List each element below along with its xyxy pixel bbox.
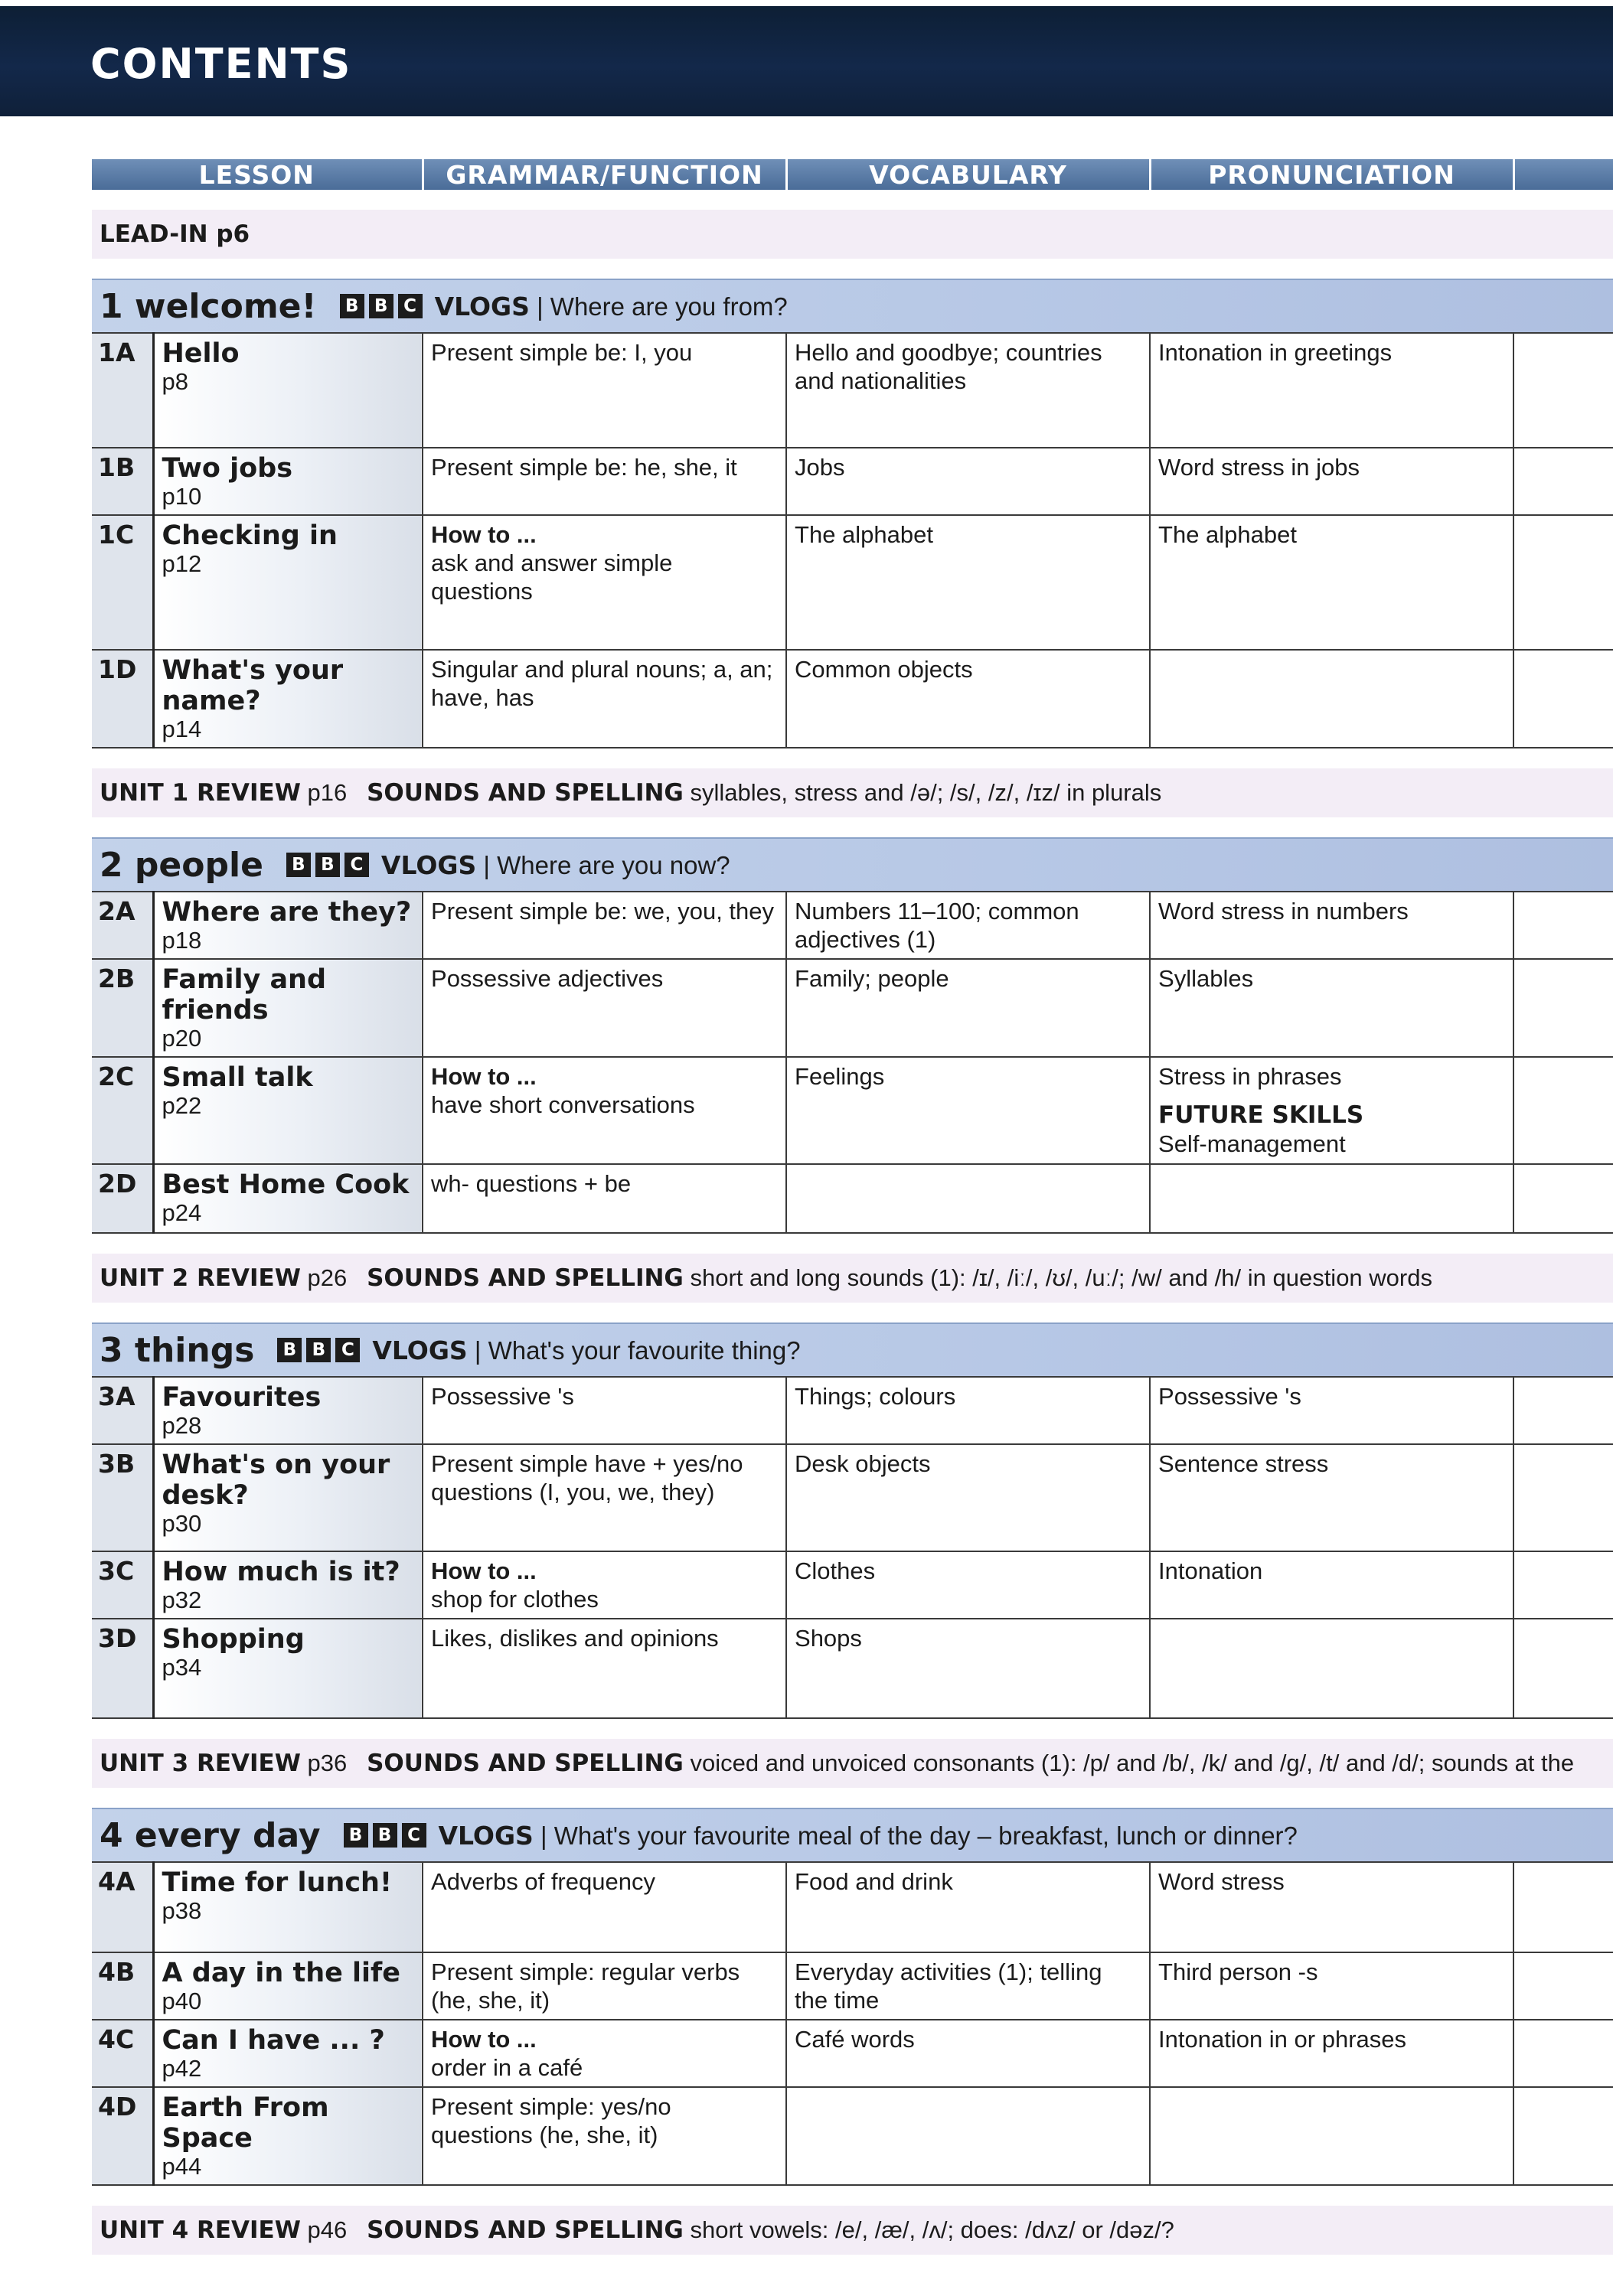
lesson-title: Hello [162,338,240,369]
lesson-page: p32 [162,1587,202,1613]
pronunciation-cell [1150,650,1513,748]
lesson-title: What's on your desk? [162,1450,390,1511]
vlogs-label: VLOGS [372,1335,468,1365]
bbc-logo-letter: B [344,1823,368,1848]
lesson-row [92,892,1613,959]
grammar-text: ask and answer simple questions [431,550,673,605]
pronunciation-text: Intonation [1158,1557,1263,1584]
review-label: UNIT 2 REVIEW [100,1264,301,1292]
vlogs-label: VLOGS [434,291,530,321]
unit-name: 3 things [100,1330,255,1370]
unit-name: 2 people [100,845,263,885]
bbc-logo-letter: B [306,1338,331,1362]
pronunciation-cell [1150,2087,1513,2185]
bbc-logo-letter: C [344,853,369,877]
vlogs-label: VLOGS [438,1820,534,1851]
pronunciation-cell [1150,1619,1513,1718]
lesson-row [92,2020,1613,2087]
extra-cell [1513,1164,1613,1233]
extra-cell [1513,1862,1613,1952]
lesson-code: 2B [92,959,153,1057]
extra-cell [1513,515,1613,650]
pronunciation-cell [1150,333,1513,448]
unit-header-row [92,1808,1613,1862]
lesson-page: p18 [162,927,202,954]
vlogs-caption [435,292,788,321]
grammar-text: Possessive 's [431,1383,574,1410]
sounds-and-spelling-text: voiced and unvoiced consonants (1): /p/ and /b/, /k/ and /g/, /t/ and /d/; sounds at the [690,1750,1575,1776]
grammar-text: Present simple be: he, she, it [431,454,737,481]
pronunciation-text: Intonation in or phrases [1158,2026,1407,2053]
spacer-row [92,1718,1613,1739]
pronunciation-text: Syllables [1158,965,1254,992]
pronunciation-text: The alphabet [1158,521,1297,548]
pronunciation-text: Possessive 's [1158,1383,1301,1410]
how-to-label: How to ... [431,2026,537,2053]
vocabulary-cell: The alphabet [786,515,1150,650]
vlogs-question: | Where are you now? [483,850,730,879]
pronunciation-cell [1150,1952,1513,2020]
bbc-logo-letter: B [286,853,311,877]
sounds-and-spelling-text: short and long sounds (1): /ɪ/, /iː/, /ʊ/, /uː/; /w/ and /h/ in question words [690,1264,1432,1291]
unit-header [92,1808,1613,1862]
grammar-cell [423,1862,786,1952]
review-label: UNIT 3 REVIEW [100,1750,301,1777]
column-header-extra [1513,159,1613,190]
lesson-cell [153,2087,423,2185]
pronunciation-cell [1150,1444,1513,1551]
lesson-cell [153,1862,423,1952]
lesson-page: p38 [162,1897,202,1924]
pronunciation-cell [1150,1862,1513,1952]
lesson-row [92,1952,1613,2020]
lesson-title: Checking in [162,520,338,551]
lesson-page: p34 [162,1654,202,1681]
unit-name: 4 every day [100,1815,321,1855]
extra-cell [1513,2020,1613,2087]
lesson-cell [153,1164,423,1233]
leadin-row [92,210,1613,259]
bbc-logo-letter: B [315,853,340,877]
lesson-code: 1C [92,515,153,650]
lesson-title: Best Home Cook [162,1169,410,1200]
unit-review-row [92,1254,1613,1303]
lesson-code: 4B [92,1952,153,2020]
unit-header [92,838,1613,892]
unit-review [92,1739,1613,1788]
lesson-row [92,2087,1613,2185]
column-header-grammar: GRAMMAR/FUNCTION [423,159,786,190]
grammar-text: wh- questions + be [431,1170,632,1197]
extra-cell [1513,1551,1613,1619]
lesson-page: p42 [162,2055,202,2082]
pronunciation-text: Word stress in numbers [1158,898,1409,925]
bbc-logo [277,1338,364,1362]
grammar-cell [423,2087,786,2185]
lesson-page: p10 [162,483,202,510]
unit-review [92,2206,1613,2255]
lesson-row [92,1164,1613,1233]
how-to-label: How to ... [431,1557,537,1584]
pronunciation-cell [1150,1164,1513,1233]
extra-cell [1513,1377,1613,1444]
pronunciation-cell [1150,1377,1513,1444]
lesson-code: 2D [92,1164,153,1233]
grammar-cell [423,515,786,650]
grammar-text: Adverbs of frequency [431,1868,655,1895]
lesson-cell [153,892,423,959]
grammar-cell [423,448,786,515]
lesson-cell [153,2020,423,2087]
vocabulary-cell: Shops [786,1619,1150,1718]
lesson-page: p24 [162,1199,202,1226]
lesson-code: 3C [92,1551,153,1619]
contents-table [92,159,1613,2275]
contents-table-wrap [92,159,1613,2275]
lesson-code: 3A [92,1377,153,1444]
lesson-cell [153,959,423,1057]
pronunciation-cell [1150,1057,1513,1164]
vocabulary-cell: Food and drink [786,1862,1150,1952]
grammar-text: shop for clothes [431,1586,599,1613]
lesson-cell [153,650,423,748]
spacer-row [92,2255,1613,2275]
leadin-label [92,210,1613,259]
pronunciation-cell [1150,959,1513,1057]
unit-review [92,1254,1613,1303]
extra-cell [1513,1952,1613,2020]
lesson-row [92,448,1613,515]
vocabulary-cell: Everyday activities (1); telling the time [786,1952,1150,2020]
lesson-row [92,1377,1613,1444]
vlogs-caption [372,1336,800,1365]
pronunciation-cell [1150,2020,1513,2087]
lesson-row [92,1551,1613,1619]
spacer-row [92,748,1613,768]
vocabulary-cell: Hello and goodbye; countries and nationalities [786,333,1150,448]
pronunciation-text: Word stress in jobs [1158,454,1360,481]
vocabulary-cell: Common objects [786,650,1150,748]
vocabulary-cell: Jobs [786,448,1150,515]
pronunciation-cell [1150,448,1513,515]
vocabulary-cell [786,1164,1150,1233]
pronunciation-cell [1150,515,1513,650]
grammar-cell [423,1377,786,1444]
pronunciation-text: Stress in phrases [1158,1063,1342,1090]
column-header-vocabulary: VOCABULARY [786,159,1150,190]
lesson-page: p12 [162,550,202,577]
lesson-row [92,1057,1613,1164]
grammar-text: Present simple: regular verbs (he, she, it) [431,1958,740,2014]
lesson-page: p30 [162,1510,202,1537]
lesson-title: Favourites [162,1382,322,1413]
lesson-cell [153,1619,423,1718]
sounds-and-spelling-label: SOUNDS AND SPELLING [367,2216,684,2244]
lesson-page: p44 [162,2153,202,2180]
vocabulary-cell: Café words [786,2020,1150,2087]
sounds-and-spelling-label: SOUNDS AND SPELLING [367,779,684,807]
lesson-cell [153,1444,423,1551]
lesson-title: Earth From Space [162,2092,329,2154]
lesson-row [92,1444,1613,1551]
lesson-title: Family and friends [162,964,327,1026]
lesson-code: 2A [92,892,153,959]
lesson-code: 2C [92,1057,153,1164]
lesson-page: p14 [162,716,202,742]
bbc-logo-letter: B [369,294,393,318]
lesson-row [92,333,1613,448]
pronunciation-cell [1150,892,1513,959]
extra-cell [1513,2087,1613,2185]
grammar-text: Present simple: yes/no questions (he, she, it) [431,2093,671,2148]
leadin-text: LEAD-IN p6 [100,220,250,248]
column-header-lesson: LESSON [92,159,423,190]
lesson-cell [153,1551,423,1619]
grammar-cell [423,1164,786,1233]
review-page: p16 [307,779,348,806]
lesson-cell [153,1377,423,1444]
how-to-label: How to ... [431,521,537,548]
column-header-row [92,159,1613,190]
unit-review-row [92,1739,1613,1788]
bbc-logo-letter: B [277,1338,302,1362]
lesson-row [92,1619,1613,1718]
unit-review-row [92,768,1613,817]
lesson-title: What's your name? [162,655,344,716]
vlogs-caption [439,1821,1298,1850]
header-bar [0,6,1613,116]
bbc-logo [286,853,374,877]
grammar-cell [423,959,786,1057]
unit-name: 1 welcome! [100,286,317,326]
lesson-title: Time for lunch! [162,1867,392,1898]
vlogs-label: VLOGS [380,850,477,880]
lesson-title: Shopping [162,1624,305,1655]
bbc-logo [340,294,427,318]
grammar-text: Likes, dislikes and opinions [431,1625,719,1652]
unit-header [92,1323,1613,1377]
vlogs-question: | What's your favourite thing? [474,1336,801,1365]
lesson-page: p28 [162,1412,202,1439]
lesson-title: Where are they? [162,897,412,928]
lesson-cell [153,515,423,650]
extra-cell [1513,892,1613,959]
vocabulary-cell: Clothes [786,1551,1150,1619]
lesson-cell [153,1952,423,2020]
lesson-page: p40 [162,1988,202,2014]
spacer-row [92,190,1613,210]
vlogs-question: | Where are you from? [537,292,788,321]
lesson-title: Can I have ... ? [162,2025,385,2056]
unit-header-row [92,1323,1613,1377]
lesson-title: Small talk [162,1062,313,1093]
pronunciation-cell [1150,1551,1513,1619]
how-to-label: How to ... [431,1063,537,1090]
spacer-row [92,1233,1613,1254]
future-skills-text: Self-management [1158,1130,1346,1157]
lesson-row [92,1862,1613,1952]
lesson-code: 4A [92,1862,153,1952]
unit-header [92,279,1613,333]
grammar-cell [423,333,786,448]
lesson-page: p22 [162,1092,202,1119]
lesson-code: 4C [92,2020,153,2087]
lesson-title: A day in the life [162,1958,400,1988]
spacer-row [92,2185,1613,2206]
spacer-row [92,1303,1613,1323]
extra-cell [1513,650,1613,748]
bbc-logo-letter: B [340,294,364,318]
lesson-cell [153,333,423,448]
grammar-text: have short conversations [431,1091,695,1118]
unit-header-row [92,838,1613,892]
spacer-row [92,1788,1613,1808]
contents-body [92,190,1613,2275]
spacer-row [92,817,1613,838]
lesson-code: 1D [92,650,153,748]
vocabulary-cell: Desk objects [786,1444,1150,1551]
bbc-logo [344,1823,431,1848]
grammar-cell [423,650,786,748]
bbc-logo-letter: C [335,1338,360,1362]
lesson-cell [153,448,423,515]
lesson-code: 1B [92,448,153,515]
grammar-cell [423,1057,786,1164]
vocabulary-cell: Family; people [786,959,1150,1057]
vocabulary-cell: Things; colours [786,1377,1150,1444]
lesson-page: p20 [162,1025,202,1052]
grammar-cell [423,1952,786,2020]
lesson-code: 3D [92,1619,153,1718]
sounds-and-spelling-text: syllables, stress and /ə/; /s/, /z/, /ɪz/ in plurals [690,779,1162,806]
sounds-and-spelling-label: SOUNDS AND SPELLING [367,1264,684,1292]
sounds-and-spelling-text: short vowels: /e/, /æ/, /ʌ/; does: /dʌz/ or /dəz/? [690,2216,1174,2243]
spacer-row [92,259,1613,279]
pronunciation-text: Word stress [1158,1868,1285,1895]
grammar-text: Possessive adjectives [431,965,664,992]
extra-cell [1513,1444,1613,1551]
lesson-page: p8 [162,368,188,395]
review-label: UNIT 1 REVIEW [100,779,301,807]
grammar-text: order in a café [431,2054,583,2081]
extra-cell [1513,959,1613,1057]
extra-cell [1513,333,1613,448]
vocabulary-cell: Feelings [786,1057,1150,1164]
extra-cell [1513,1619,1613,1718]
grammar-cell [423,2020,786,2087]
review-label: UNIT 4 REVIEW [100,2216,301,2244]
grammar-text: Present simple be: we, you, they [431,898,775,925]
unit-header-row [92,279,1613,333]
extra-cell [1513,1057,1613,1164]
lesson-code: 4D [92,2087,153,2185]
vlogs-question: | What's your favourite meal of the day – breakfast, lunch or dinner? [540,1821,1298,1850]
lesson-code: 1A [92,333,153,448]
unit-review-row [92,2206,1613,2255]
bbc-logo-letter: C [402,1823,426,1848]
lesson-row [92,650,1613,748]
grammar-text: Present simple have + yes/no questions (I, you, we, they) [431,1450,743,1505]
grammar-cell [423,1551,786,1619]
grammar-text: Singular and plural nouns; a, an; have, has [431,656,773,711]
lesson-title: How much is it? [162,1557,400,1587]
pronunciation-text: Intonation in greetings [1158,339,1393,366]
grammar-cell [423,1619,786,1718]
bbc-logo-letter: C [398,294,423,318]
pronunciation-text: Sentence stress [1158,1450,1329,1477]
review-page: p26 [307,1264,348,1291]
lesson-title: Two jobs [162,453,293,484]
grammar-cell [423,892,786,959]
future-skills-label: FUTURE SKILLS [1158,1101,1364,1129]
vlogs-caption [381,851,730,879]
grammar-text: Present simple be: I, you [431,339,693,366]
unit-review [92,768,1613,817]
review-page: p36 [307,1750,348,1776]
vocabulary-cell [786,2087,1150,2185]
grammar-cell [423,1444,786,1551]
lesson-code: 3B [92,1444,153,1551]
vocabulary-cell: Numbers 11–100; common adjectives (1) [786,892,1150,959]
lesson-cell [153,1057,423,1164]
column-header-pronunciation: PRONUNCIATION [1150,159,1513,190]
page-title: CONTENTS [90,40,352,88]
review-page: p46 [307,2216,348,2243]
lesson-row [92,515,1613,650]
lesson-row [92,959,1613,1057]
sounds-and-spelling-label: SOUNDS AND SPELLING [367,1750,684,1777]
bbc-logo-letter: B [373,1823,397,1848]
pronunciation-text: Third person -s [1158,1958,1318,1985]
extra-cell [1513,448,1613,515]
